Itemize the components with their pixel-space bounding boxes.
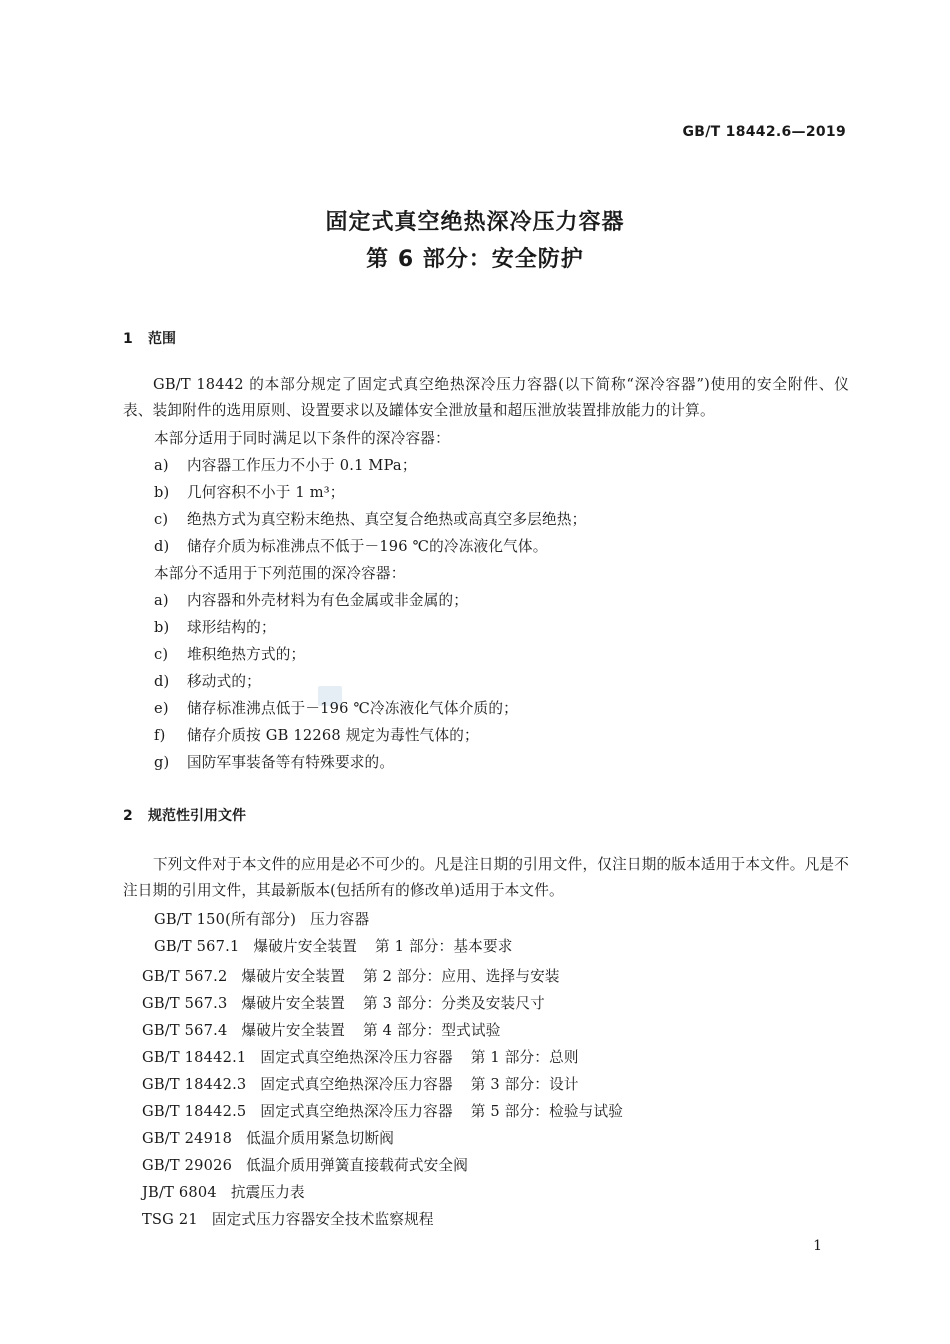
list-text: 堆积绝热方式的；	[187, 646, 306, 663]
reference-item	[142, 1073, 579, 1094]
section-2-paragraph: 下列文件对于本文件的应用是必不可少的。凡是注日期的引用文件，仅注日期的版本适用于本文件。凡是不注日期的引用文件，其最新版本(包括所有的修改单)适用于本文件。	[123, 856, 849, 899]
reference-item	[142, 1100, 623, 1121]
reference-title: 低温介质用紧急切断阀	[246, 1130, 395, 1147]
list-marker: e)	[154, 700, 169, 717]
reference-item	[142, 1127, 412, 1148]
list-text: 移动式的；	[187, 673, 261, 690]
reference-item	[154, 908, 387, 929]
page-number: 1	[813, 1238, 822, 1254]
list-text: 内容器工作压力不小于 0.1 MPa；	[187, 457, 417, 474]
list-item	[154, 670, 261, 691]
reference-part: 第 2 部分：应用、选择与安装	[363, 968, 560, 985]
reference-code: GB/T 567.1	[154, 938, 240, 955]
document-subtitle: 第 6 部分：安全防护	[366, 247, 584, 272]
list-marker: f)	[154, 727, 166, 744]
reference-code: JB/T 6804	[142, 1184, 217, 1201]
reference-item	[142, 992, 545, 1013]
list-text: 内容器和外壳材料为有色金属或非金属的；	[187, 592, 469, 609]
reference-title: 固定式真空绝热深冷压力容器	[260, 1076, 453, 1093]
section-number: 2	[123, 808, 133, 824]
reference-part: 第 3 部分：设计	[470, 1076, 579, 1093]
reference-title: 爆破片安全装置	[241, 968, 346, 985]
section-title: 范围	[148, 331, 176, 347]
reference-code: GB/T 18442.3	[142, 1076, 247, 1093]
section-2-heading	[123, 805, 246, 825]
list-marker: b)	[154, 484, 170, 501]
list-item	[154, 508, 586, 529]
reference-code: GB/T 150(所有部分)	[154, 911, 297, 928]
reference-item	[142, 965, 560, 986]
list-marker: d)	[154, 673, 170, 690]
applies-intro: 本部分适用于同时满足以下条件的深冷容器：	[154, 430, 450, 447]
reference-title: 低温介质用弹簧直接载荷式安全阀	[246, 1157, 469, 1174]
list-marker: g)	[154, 754, 170, 771]
reference-title: 固定式压力容器安全技术监察规程	[211, 1211, 434, 1228]
list-text: 几何容积不小于 1 m³；	[187, 484, 345, 501]
list-item	[154, 724, 479, 745]
list-item	[154, 454, 417, 475]
reference-part: 第 5 部分：检验与试验	[470, 1103, 624, 1120]
list-marker: b)	[154, 619, 170, 636]
list-item	[154, 535, 548, 556]
document-title: 固定式真空绝热深冷压力容器	[325, 210, 625, 235]
standard-number: GB/T 18442.6—2019	[682, 124, 846, 140]
list-item	[154, 481, 345, 502]
list-marker: a)	[154, 457, 169, 474]
reference-title: 爆破片安全装置	[241, 1022, 346, 1039]
list-text: 储存介质按 GB 12268 规定为毒性气体的；	[187, 727, 479, 744]
list-item	[154, 697, 518, 718]
reference-item	[142, 1181, 323, 1202]
list-item	[154, 589, 468, 610]
list-item	[154, 643, 305, 664]
reference-title: 抗震压力表	[230, 1184, 305, 1201]
reference-code: GB/T 18442.5	[142, 1103, 247, 1120]
reference-part: 第 1 部分：基本要求	[375, 938, 513, 955]
list-text: 球形结构的；	[187, 619, 276, 636]
section-1-paragraph: GB/T 18442 的本部分规定了固定式真空绝热深冷压力容器(以下简称“深冷容器”)使用的安全附件、仪表、装卸附件的选用原则、设置要求以及罐体安全泄放量和超压泄放装置排放能力的计算。	[123, 376, 849, 419]
reference-title: 压力容器	[310, 911, 370, 928]
reference-item	[142, 1019, 501, 1040]
section-1-heading	[123, 328, 176, 348]
section-title: 规范性引用文件	[148, 808, 246, 824]
reference-item	[142, 1046, 579, 1067]
reference-code: GB/T 29026	[142, 1157, 233, 1174]
reference-code: TSG 21	[142, 1211, 198, 1228]
reference-item	[154, 935, 513, 956]
list-marker: c)	[154, 511, 169, 528]
list-text: 国防军事装备等有特殊要求的。	[187, 754, 395, 771]
reference-code: GB/T 567.4	[142, 1022, 228, 1039]
list-marker: c)	[154, 646, 169, 663]
reference-title: 爆破片安全装置	[241, 995, 346, 1012]
list-item	[154, 751, 394, 772]
excludes-intro: 本部分不适用于下列范围的深冷容器：	[154, 565, 406, 582]
list-marker: d)	[154, 538, 170, 555]
reference-code: GB/T 24918	[142, 1130, 233, 1147]
reference-part: 第 3 部分：分类及安装尺寸	[363, 995, 545, 1012]
reference-part: 第 1 部分：总则	[470, 1049, 579, 1066]
reference-code: GB/T 18442.1	[142, 1049, 247, 1066]
reference-item	[142, 1154, 486, 1175]
section-number: 1	[123, 331, 133, 347]
reference-code: GB/T 567.2	[142, 968, 228, 985]
reference-title: 固定式真空绝热深冷压力容器	[260, 1103, 453, 1120]
reference-item	[142, 1208, 452, 1229]
reference-title: 固定式真空绝热深冷压力容器	[260, 1049, 453, 1066]
list-marker: a)	[154, 592, 169, 609]
reference-title: 爆破片安全装置	[253, 938, 358, 955]
list-text: 储存标准沸点低于－196 ℃冷冻液化气体介质的；	[187, 700, 518, 717]
reference-part: 第 4 部分：型式试验	[363, 1022, 501, 1039]
list-text: 绝热方式为真空粉末绝热、真空复合绝热或高真空多层绝热；	[187, 511, 587, 528]
reference-code: GB/T 567.3	[142, 995, 228, 1012]
list-text: 储存介质为标准沸点不低于－196 ℃的冷冻液化气体。	[187, 538, 548, 555]
list-item	[154, 616, 276, 637]
